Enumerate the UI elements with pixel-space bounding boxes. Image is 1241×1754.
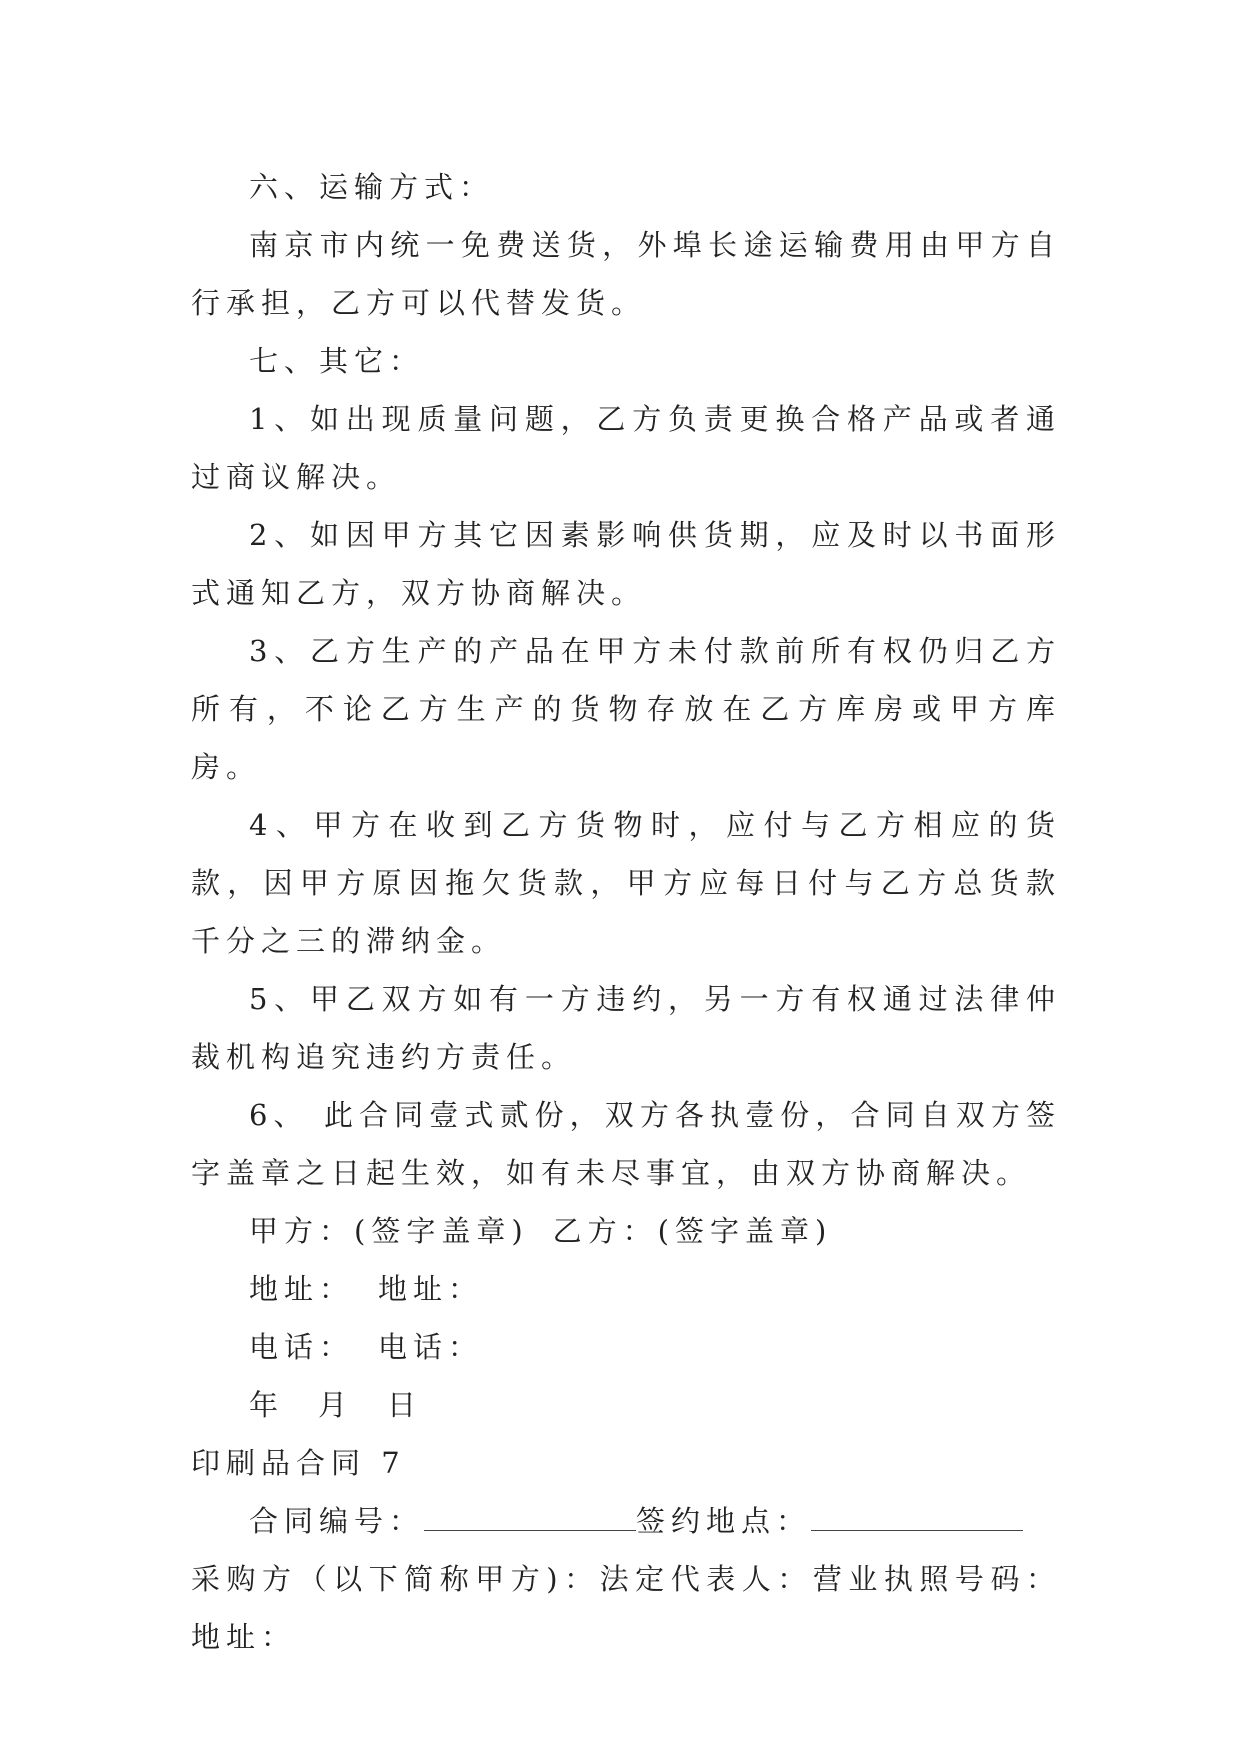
clause-item-3: 3、乙方生产的产品在甲方未付款前所有权仍归乙方所有，不论乙方生产的货物存放在乙方库房或甲方库房。 — [191, 634, 1061, 784]
contract-7-title: 印刷品合同 7 — [191, 1446, 406, 1480]
signature-phone-line — [191, 1318, 1061, 1376]
transport-paragraph: 南京市内统一免费送货，外埠长途运输费用由甲方自行承担，乙方可以代替发货。 — [191, 228, 1061, 320]
clause-item-1: 1、如出现质量问题，乙方负责更换合格产品或者通过商议解决。 — [191, 402, 1061, 494]
phone-a-label: 电话： — [249, 1330, 355, 1364]
sign-place-blank — [811, 1510, 1023, 1531]
sign-place-label: 签约地点： — [636, 1504, 812, 1538]
party-a-signature-label: 甲方：(签字盖章) — [249, 1214, 529, 1248]
clause-item-5: 5、甲乙双方如有一方违约，另一方有权通过法律仲裁机构追究违约方责任。 — [191, 982, 1061, 1074]
signature-date-line — [191, 1376, 1061, 1434]
clause-item-6: 6、 此合同壹式贰份，双方各执壹份，合同自双方签字盖章之日起生效，如有未尽事宜，由双方协商解决。 — [191, 1098, 1061, 1190]
section-heading-transport: 六、运输方式： — [249, 170, 495, 204]
date-day-label: 日 — [387, 1388, 423, 1422]
section-heading-other: 七、其它： — [249, 344, 425, 378]
address-a-label: 地址： — [249, 1272, 355, 1306]
document-body — [191, 158, 1061, 1666]
clause-item-2: 2、如因甲方其它因素影响供货期，应及时以书面形式通知乙方，双方协商解决。 — [191, 518, 1061, 610]
contract-number-label: 合同编号： — [249, 1504, 425, 1538]
date-month-label: 月 — [318, 1388, 354, 1422]
phone-b-label: 电话： — [378, 1330, 484, 1364]
party-b-signature-label: 乙方：(签字盖章) — [552, 1214, 833, 1248]
clause-item-4: 4、甲方在收到乙方货物时，应付与乙方相应的货款，因甲方原因拖欠货款，甲方应每日付与乙方总货款千分之三的滞纳金。 — [191, 808, 1061, 958]
address-b-label: 地址： — [378, 1272, 484, 1306]
signature-parties-line — [191, 1202, 1061, 1260]
buyer-intro-line: 采购方（以下简称甲方)：法定代表人：营业执照号码：地址： — [191, 1562, 1061, 1654]
contract-number-line — [191, 1492, 1061, 1550]
signature-address-line — [191, 1260, 1061, 1318]
date-year-label: 年 — [249, 1388, 285, 1422]
contract-number-blank — [424, 1510, 636, 1531]
